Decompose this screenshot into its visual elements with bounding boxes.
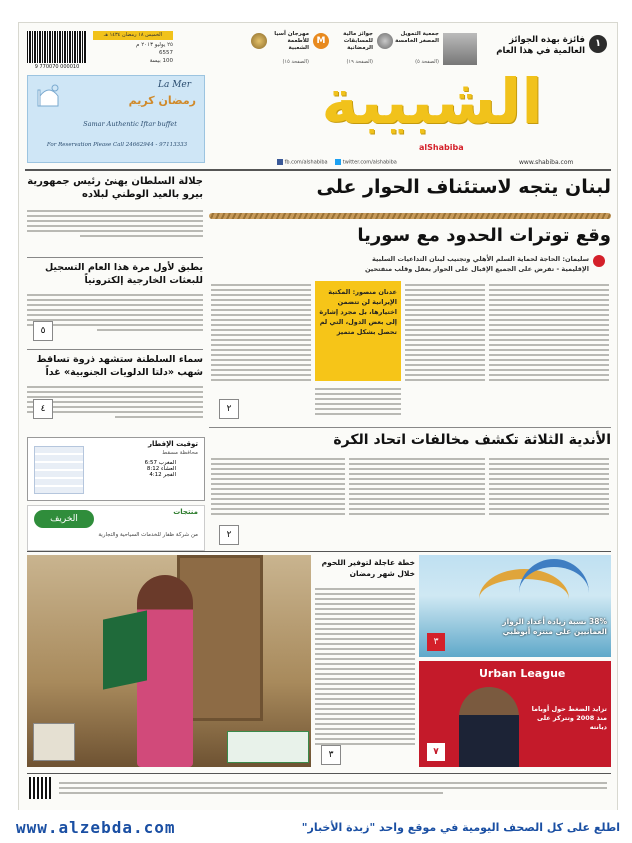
masthead-divider	[25, 169, 611, 171]
sports-col-3	[211, 455, 345, 518]
quote-text: عدنان منصور: المكتبة الإيرانية لن تتضمن اختيارها، بل مجرد إشارة إلى بعض الدول، التي لم تحصل بشكل متميز	[319, 288, 397, 336]
divider	[27, 349, 203, 350]
prayer-row: الفجر 4:12	[149, 472, 176, 478]
main-subhead-2: الإقليمية - تفرض على الجميع الإقبال على الحوار بعقل وقلب منفتحين	[364, 265, 589, 273]
ad-logo-icon	[33, 723, 75, 761]
left-story-1-title[interactable]: جلالة السلطان يهنئ رئيس جمهورية بيرو بالعيد الوطني لبلاده	[27, 176, 203, 200]
subhead-bullet-icon	[593, 255, 605, 267]
promo-obama-text: تزايد الضغط حول أوباما منذ 2008 وتتركز على ديانته	[531, 705, 607, 731]
calendar-grid	[34, 446, 84, 494]
teaser-image: M	[313, 33, 329, 49]
barcode-number: 9 770070 000010	[34, 64, 80, 70]
main-headline-1[interactable]: لبنان يتجه لاستئناف الحوار على	[316, 176, 611, 198]
issue-number: 6557	[159, 50, 173, 56]
prayer-rows	[96, 460, 176, 478]
prayer-subtitle: محافظة مسقط	[162, 450, 198, 456]
promo-obama-page: ٧	[427, 743, 445, 761]
small-story-title[interactable]: خطة عاجلة لتوفير اللحوم خلال شهر رمضان	[321, 558, 415, 578]
main-headline-2[interactable]: وقع توترات الحدود مع سوريا	[357, 225, 611, 246]
main-col-3	[315, 385, 401, 418]
website-url[interactable]: www.shabiba.com	[519, 159, 574, 166]
prayer-times-box	[27, 437, 205, 501]
teaser-page: (الصفحة ٥)	[415, 59, 439, 65]
facebook-icon	[277, 159, 283, 165]
main-subhead-1: سليمان: الحاجة لحماية السلم الأهلي وتجنيب لبنان التداعيات السلبية	[372, 255, 589, 263]
logo	[259, 65, 605, 161]
green-cloth	[103, 610, 147, 689]
teaser-title: فائزة بهذه الجوائز العالمية في هذا العام	[496, 35, 585, 56]
newspaper-page	[18, 22, 618, 812]
divider	[27, 773, 611, 774]
ad-promo-strip	[227, 731, 309, 763]
mosque-icon	[36, 82, 62, 108]
divider	[27, 257, 203, 258]
ad-fashion-image[interactable]	[27, 555, 311, 767]
ad-contact: For Reservation Please Call 24662944 - 97113333	[46, 142, 188, 148]
urban-league-label: Urban League	[479, 667, 566, 680]
promo-waterpark[interactable]	[419, 555, 611, 657]
left-story-2-body	[27, 291, 203, 334]
main-col-4	[211, 281, 311, 384]
date-panel	[93, 31, 173, 75]
date-band: الخميس ١٨ رمضان ١٤٣٤ هـ	[93, 31, 173, 40]
left-story-1-body	[27, 207, 203, 240]
page-ref: ٤	[33, 399, 53, 419]
small-story-body	[315, 585, 415, 748]
page-ref: ٣	[321, 745, 341, 765]
page-ref: ٥	[33, 321, 53, 341]
left-story-2-title[interactable]: يطبق لأول مرة هذا العام التسجيل للبعثات الخارجية إلكترونياً	[44, 262, 203, 286]
divider	[209, 427, 611, 428]
khareef-label: منتجات	[173, 508, 198, 516]
teaser-title: جوائز مالية للمسابقات الرمضانية	[343, 31, 373, 51]
teaser-title: مهرجان آسيا للأطعمة الشعبية	[274, 31, 309, 51]
barcode	[27, 31, 87, 63]
page-ref: ٢	[219, 525, 239, 545]
ad-khareef[interactable]	[27, 505, 205, 551]
page-ref: ٢	[219, 399, 239, 419]
promo-waterpark-text: 38% نسبة زيادة أعداد الزوار العمانيين على منتزه أبوظبي	[502, 617, 607, 636]
teaser-image	[251, 33, 267, 49]
left-story-3-body	[27, 383, 203, 421]
sports-col-1	[489, 455, 609, 518]
footer-url[interactable]: www.alzebda.com	[16, 818, 176, 837]
khareef-line: من شركة ظفار للخدمات السياحية والتجارية	[98, 532, 198, 538]
sports-headline[interactable]: الأندية الثلاثة تكشف مخالفات اتحاد الكرة	[333, 432, 611, 448]
ad-lamer[interactable]	[27, 75, 205, 163]
promo-obama[interactable]	[419, 661, 611, 767]
logo-arabic: الشبيبة	[321, 65, 543, 138]
social-links	[277, 159, 427, 166]
site-footer	[0, 810, 632, 843]
left-story-3-title[interactable]: سماء السلطنة ستشهد ذروة تساقط شهب «دلتا الدلويات الجنوبية» غداً	[36, 354, 203, 378]
twitter-icon	[335, 159, 341, 165]
teaser-page: (الصفحة ١٥)	[282, 59, 309, 65]
teaser-title: جمعية التمويل المصغر الخامسة	[395, 31, 439, 44]
qr-code	[29, 777, 51, 799]
prayer-row: المغرب 6:57	[144, 460, 176, 466]
social-facebook[interactable]: fb.com/alshabiba	[284, 159, 328, 166]
prayer-row: العشاء 8:12	[146, 466, 176, 472]
date-line: ٢٥ يوليو ٢٠١٣ م	[136, 42, 173, 48]
main-col-2	[405, 281, 485, 384]
khareef-title: الخريف	[34, 510, 94, 528]
edition-badge: ١	[589, 35, 607, 53]
divider	[27, 551, 611, 552]
teaser-page: (الصفحة ١٩)	[346, 59, 373, 65]
ad-greeting: رمضان كريم	[128, 94, 196, 107]
promo-waterpark-page: ٣	[427, 633, 445, 651]
quote-box	[315, 281, 401, 381]
rope-divider	[209, 213, 611, 219]
social-twitter[interactable]: twitter.com/alshabiba	[342, 159, 397, 166]
footer-promo[interactable]: اطلع على كل الصحف اليومية في موقع واحد "زبدة الأخبار"	[301, 821, 620, 834]
footer-index	[59, 779, 607, 797]
ad-brand: La Mer	[158, 80, 192, 90]
teaser-image	[443, 33, 477, 65]
price: 100 بيسة	[149, 58, 173, 64]
main-col-1	[489, 281, 609, 384]
teaser-image	[377, 33, 393, 49]
logo-latin: alShabiba	[419, 143, 464, 152]
ad-text: Samar Authentic Iftar buffet	[83, 120, 177, 128]
prayer-title: توقيت الإفطار	[148, 440, 198, 448]
speaker-photo	[459, 687, 519, 767]
sports-col-2	[349, 455, 485, 518]
